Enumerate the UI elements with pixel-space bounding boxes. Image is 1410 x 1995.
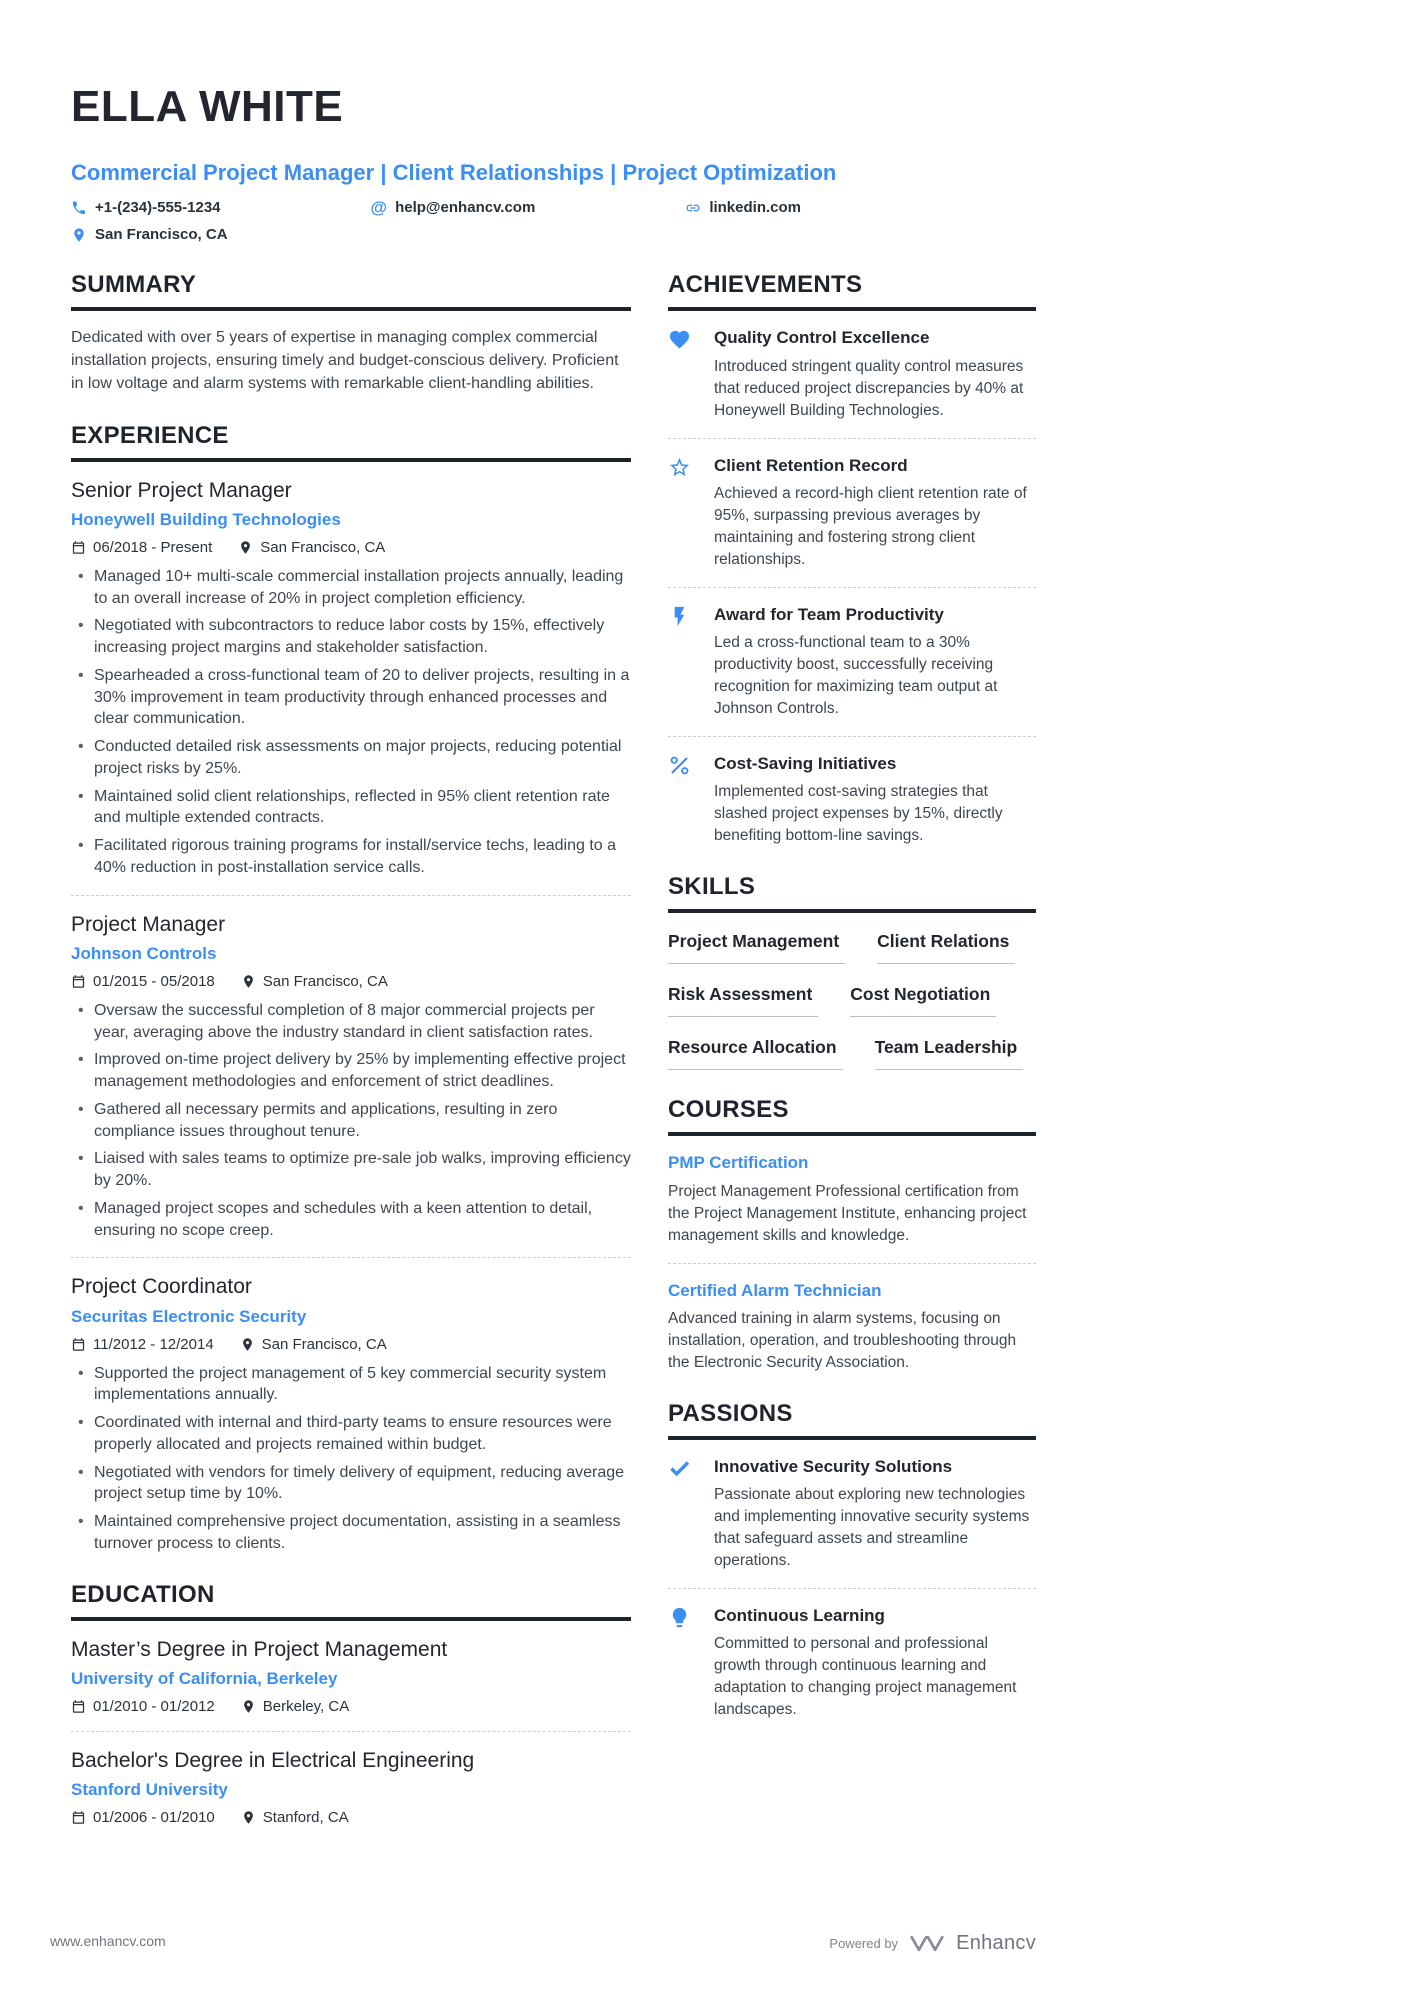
location-pin-icon [241, 1810, 256, 1825]
date-range: 01/2010 - 01/2012 [93, 1697, 215, 1715]
lightbulb-icon [668, 1606, 691, 1629]
divider [668, 1588, 1036, 1589]
school-location-wrap [241, 1698, 349, 1715]
skills-heading: SKILLS [668, 873, 1036, 913]
bullet-list [71, 1363, 631, 1555]
job-location-wrap [238, 539, 385, 556]
achievement-item [668, 604, 1036, 720]
achievement-title: Quality Control Excellence [714, 328, 930, 348]
bullet: • Negotiated with vendors for timely delivery of equipment, reducing average project setup time by 10%. [71, 1462, 631, 1506]
calendar-icon [71, 1810, 86, 1825]
course-item [668, 1280, 1036, 1374]
bullet: • Negotiated with subcontractors to reduce labor costs by 15%, effectively increasing project margins and stakeholder satisfaction. [71, 615, 631, 659]
calendar-icon [71, 540, 86, 555]
heart-icon [668, 328, 691, 351]
skill-tag: Resource Allocation [668, 1037, 843, 1070]
bullet: • Oversaw the successful completion of 8 major commercial projects per year, averaging above the industry standard in client satisfaction rates. [71, 1000, 631, 1044]
experience-item [71, 1274, 631, 1554]
calendar-icon [71, 974, 86, 989]
bullet: • Gathered all necessary permits and applications, resulting in zero compliance issues throughout tenure. [71, 1099, 631, 1143]
date-range-wrap [71, 1698, 215, 1715]
resume-page [71, 0, 1036, 1852]
enhancv-brand-name: Enhancv [956, 1932, 1036, 1954]
star-icon [668, 456, 691, 479]
job-headline: Commercial Project Manager | Client Relationships | Project Optimization [71, 160, 837, 186]
experience-item [71, 478, 631, 879]
experience-item [71, 912, 631, 1242]
skill-tag: Team Leadership [875, 1037, 1024, 1070]
date-range: 06/2018 - Present [93, 538, 213, 556]
company-name: Johnson Controls [71, 943, 217, 963]
course-text: Project Management Professional certification from the Project Management Institute, enhancing project management skills and knowledge. [668, 1182, 1027, 1244]
job-meta [71, 973, 631, 990]
skill-tag: Risk Assessment [668, 984, 818, 1017]
school-name: University of California, Berkeley [71, 1668, 338, 1688]
bullet: • Maintained comprehensive project documentation, assisting in a seamless turnover process to clients. [71, 1511, 631, 1555]
calendar-icon [71, 1337, 86, 1352]
job-location-wrap [240, 1336, 387, 1353]
bullet: • Managed project scopes and schedules with a keen attention to detail, ensuring no scope creep. [71, 1198, 631, 1242]
bullet: • Improved on-time project delivery by 25% by implementing effective project management methodologies and enforcement of strict deadlines. [71, 1049, 631, 1093]
check-icon [668, 1457, 691, 1480]
course-title: PMP Certification [668, 1153, 809, 1173]
location-text: San Francisco, CA [95, 226, 228, 244]
phone-icon [71, 200, 87, 216]
linkedin-url: linkedin.com [709, 199, 801, 217]
job-title: Project Coordinator [71, 1275, 252, 1299]
section-skills [668, 873, 1036, 1070]
contact-row [71, 199, 1036, 243]
powered-by-label: Powered by [829, 1936, 899, 1951]
date-range-wrap [71, 1809, 215, 1826]
education-item [71, 1748, 631, 1826]
date-range-wrap [71, 973, 215, 990]
lightning-icon [668, 605, 691, 628]
section-education [71, 1581, 631, 1827]
skills-list [668, 929, 1036, 1070]
achievement-item [668, 327, 1036, 421]
achievement-title: Client Retention Record [714, 455, 908, 475]
job-location: San Francisco, CA [261, 1335, 387, 1353]
achievement-text: Introduced stringent quality control measures that reduced project discrepancies by 40% at Honeywell Building Technologies. [714, 357, 1024, 419]
location-pin-icon [240, 1337, 255, 1352]
courses-heading: COURSES [668, 1096, 1036, 1136]
degree-title: Master’s Degree in Project Management [71, 1637, 448, 1661]
job-location-wrap [241, 973, 388, 990]
left-column [71, 271, 631, 1852]
school-name: Stanford University [71, 1780, 228, 1800]
divider [71, 1257, 631, 1258]
location-pin-icon [238, 540, 253, 555]
school-location: Berkeley, CA [262, 1697, 350, 1715]
enhancv-logo-icon [909, 1933, 945, 1954]
divider [668, 587, 1036, 588]
section-passions [668, 1400, 1036, 1722]
linkedin-contact[interactable] [685, 199, 801, 216]
job-location: San Francisco, CA [262, 972, 388, 990]
passion-text: Passionate about exploring new technologies and implementing innovative security systems that safeguard assets and streamline operations. [714, 1486, 1030, 1570]
columns [71, 271, 1036, 1852]
job-location: San Francisco, CA [260, 538, 386, 556]
divider [668, 1263, 1036, 1264]
company-name: Honeywell Building Technologies [71, 509, 341, 529]
passion-title: Continuous Learning [714, 1606, 885, 1626]
summary-text: Dedicated with over 5 years of expertise in managing complex commercial installation projects, ensuring timely and budget-conscious delivery. Proficient in low voltage and alarm systems with remarkable client-handling abilities. [71, 329, 619, 392]
job-meta [71, 539, 631, 556]
education-meta [71, 1698, 631, 1715]
right-column [668, 271, 1036, 1852]
bullet: • Spearheaded a cross-functional team of 20 to deliver projects, resulting in a 30% improvement in team productivity through enhanced processes and clear communication. [71, 665, 631, 730]
phone-contact[interactable] [71, 199, 221, 216]
date-range: 01/2006 - 01/2010 [93, 1809, 215, 1827]
location-pin-icon [241, 1699, 256, 1714]
bullet: • Coordinated with internal and third-party teams to ensure resources were properly allocated and projects remained within budget. [71, 1412, 631, 1456]
skill-tag: Project Management [668, 931, 845, 964]
job-meta [71, 1336, 631, 1353]
achievement-title: Cost-Saving Initiatives [714, 754, 897, 774]
section-experience [71, 422, 631, 1555]
email-address: help@enhancv.com [395, 199, 536, 217]
school-location-wrap [241, 1809, 349, 1826]
date-range: 01/2015 - 05/2018 [93, 972, 215, 990]
enhancv-site-link[interactable]: www.enhancv.com [50, 1933, 166, 1949]
date-range-wrap [71, 1336, 214, 1353]
divider [668, 438, 1036, 439]
achievement-item [668, 455, 1036, 571]
bullet: • Managed 10+ multi-scale commercial installation projects annually, leading to an overall increase of 20% in project completion efficiency. [71, 566, 631, 610]
achievement-item [668, 753, 1036, 847]
divider [71, 1731, 631, 1732]
location-pin-icon [241, 974, 256, 989]
education-heading: EDUCATION [71, 1581, 631, 1621]
bullet: • Supported the project management of 5 key commercial security system implementations annually. [71, 1363, 631, 1407]
degree-title: Bachelor's Degree in Electrical Engineering [71, 1748, 475, 1772]
email-contact[interactable] [371, 199, 536, 216]
at-icon: @ [370, 198, 388, 218]
divider [71, 895, 631, 896]
passion-title: Innovative Security Solutions [714, 1456, 953, 1476]
passion-item [668, 1605, 1036, 1721]
achievement-text: Implemented cost-saving strategies that slashed project expenses by 15%, directly benefiting bottom-line savings. [714, 783, 1003, 845]
skill-tag: Cost Negotiation [850, 984, 996, 1017]
date-range-wrap [71, 539, 212, 556]
company-name: Securitas Electronic Security [71, 1306, 307, 1326]
achievement-title: Award for Team Productivity [714, 604, 944, 624]
job-title: Senior Project Manager [71, 478, 292, 502]
passion-item [668, 1456, 1036, 1572]
phone-number: +1-(234)-555-1234 [95, 199, 221, 217]
education-meta [71, 1809, 631, 1826]
header [71, 83, 1036, 243]
cost-cut-icon [668, 754, 691, 777]
bullet-list [71, 1000, 631, 1242]
achievement-text: Achieved a record-high client retention rate of 95%, surpassing previous averages by maintaining and fostering strong client relationships. [714, 484, 1027, 568]
job-title: Project Manager [71, 912, 226, 936]
section-courses [668, 1096, 1036, 1374]
section-summary [71, 271, 631, 395]
divider [668, 736, 1036, 737]
section-achievements [668, 271, 1036, 847]
bullet: • Facilitated rigorous training programs for install/service techs, leading to a 40% reduction in post-installation service calls. [71, 835, 631, 879]
candidate-name: ELLA WHITE [71, 82, 344, 132]
course-title: Certified Alarm Technician [668, 1280, 882, 1300]
location-pin-icon [71, 227, 87, 243]
powered-by[interactable] [829, 1932, 1036, 1955]
bullet: • Conducted detailed risk assessments on major projects, reducing potential project risks by 25%. [71, 736, 631, 780]
date-range: 11/2012 - 12/2014 [93, 1335, 214, 1353]
calendar-icon [71, 1699, 86, 1714]
education-item [71, 1637, 631, 1715]
course-text: Advanced training in alarm systems, focusing on installation, operation, and troubleshooting through the Electronic Security Association. [668, 1309, 1017, 1371]
experience-heading: EXPERIENCE [71, 422, 631, 462]
achievements-heading: ACHIEVEMENTS [668, 271, 1036, 311]
achievement-text: Led a cross-functional team to a 30% productivity boost, successfully receiving recognition for maximizing team output at Johnson Controls. [714, 634, 998, 718]
bullet: • Liaised with sales teams to optimize pre-sale job walks, improving efficiency by 20%. [71, 1148, 631, 1192]
school-location: Stanford, CA [262, 1809, 349, 1827]
bullet-list [71, 566, 631, 879]
course-item [668, 1152, 1036, 1246]
location-contact [71, 226, 228, 243]
summary-heading: SUMMARY [71, 271, 631, 311]
passions-heading: PASSIONS [668, 1400, 1036, 1440]
bullet: • Maintained solid client relationships, reflected in 95% client retention rate and multiple extended contracts. [71, 786, 631, 830]
passion-text: Committed to personal and professional growth through continuous learning and adaptation to changing project management landscapes. [714, 1635, 1017, 1719]
skill-tag: Client Relations [877, 931, 1015, 964]
link-icon [685, 200, 701, 216]
